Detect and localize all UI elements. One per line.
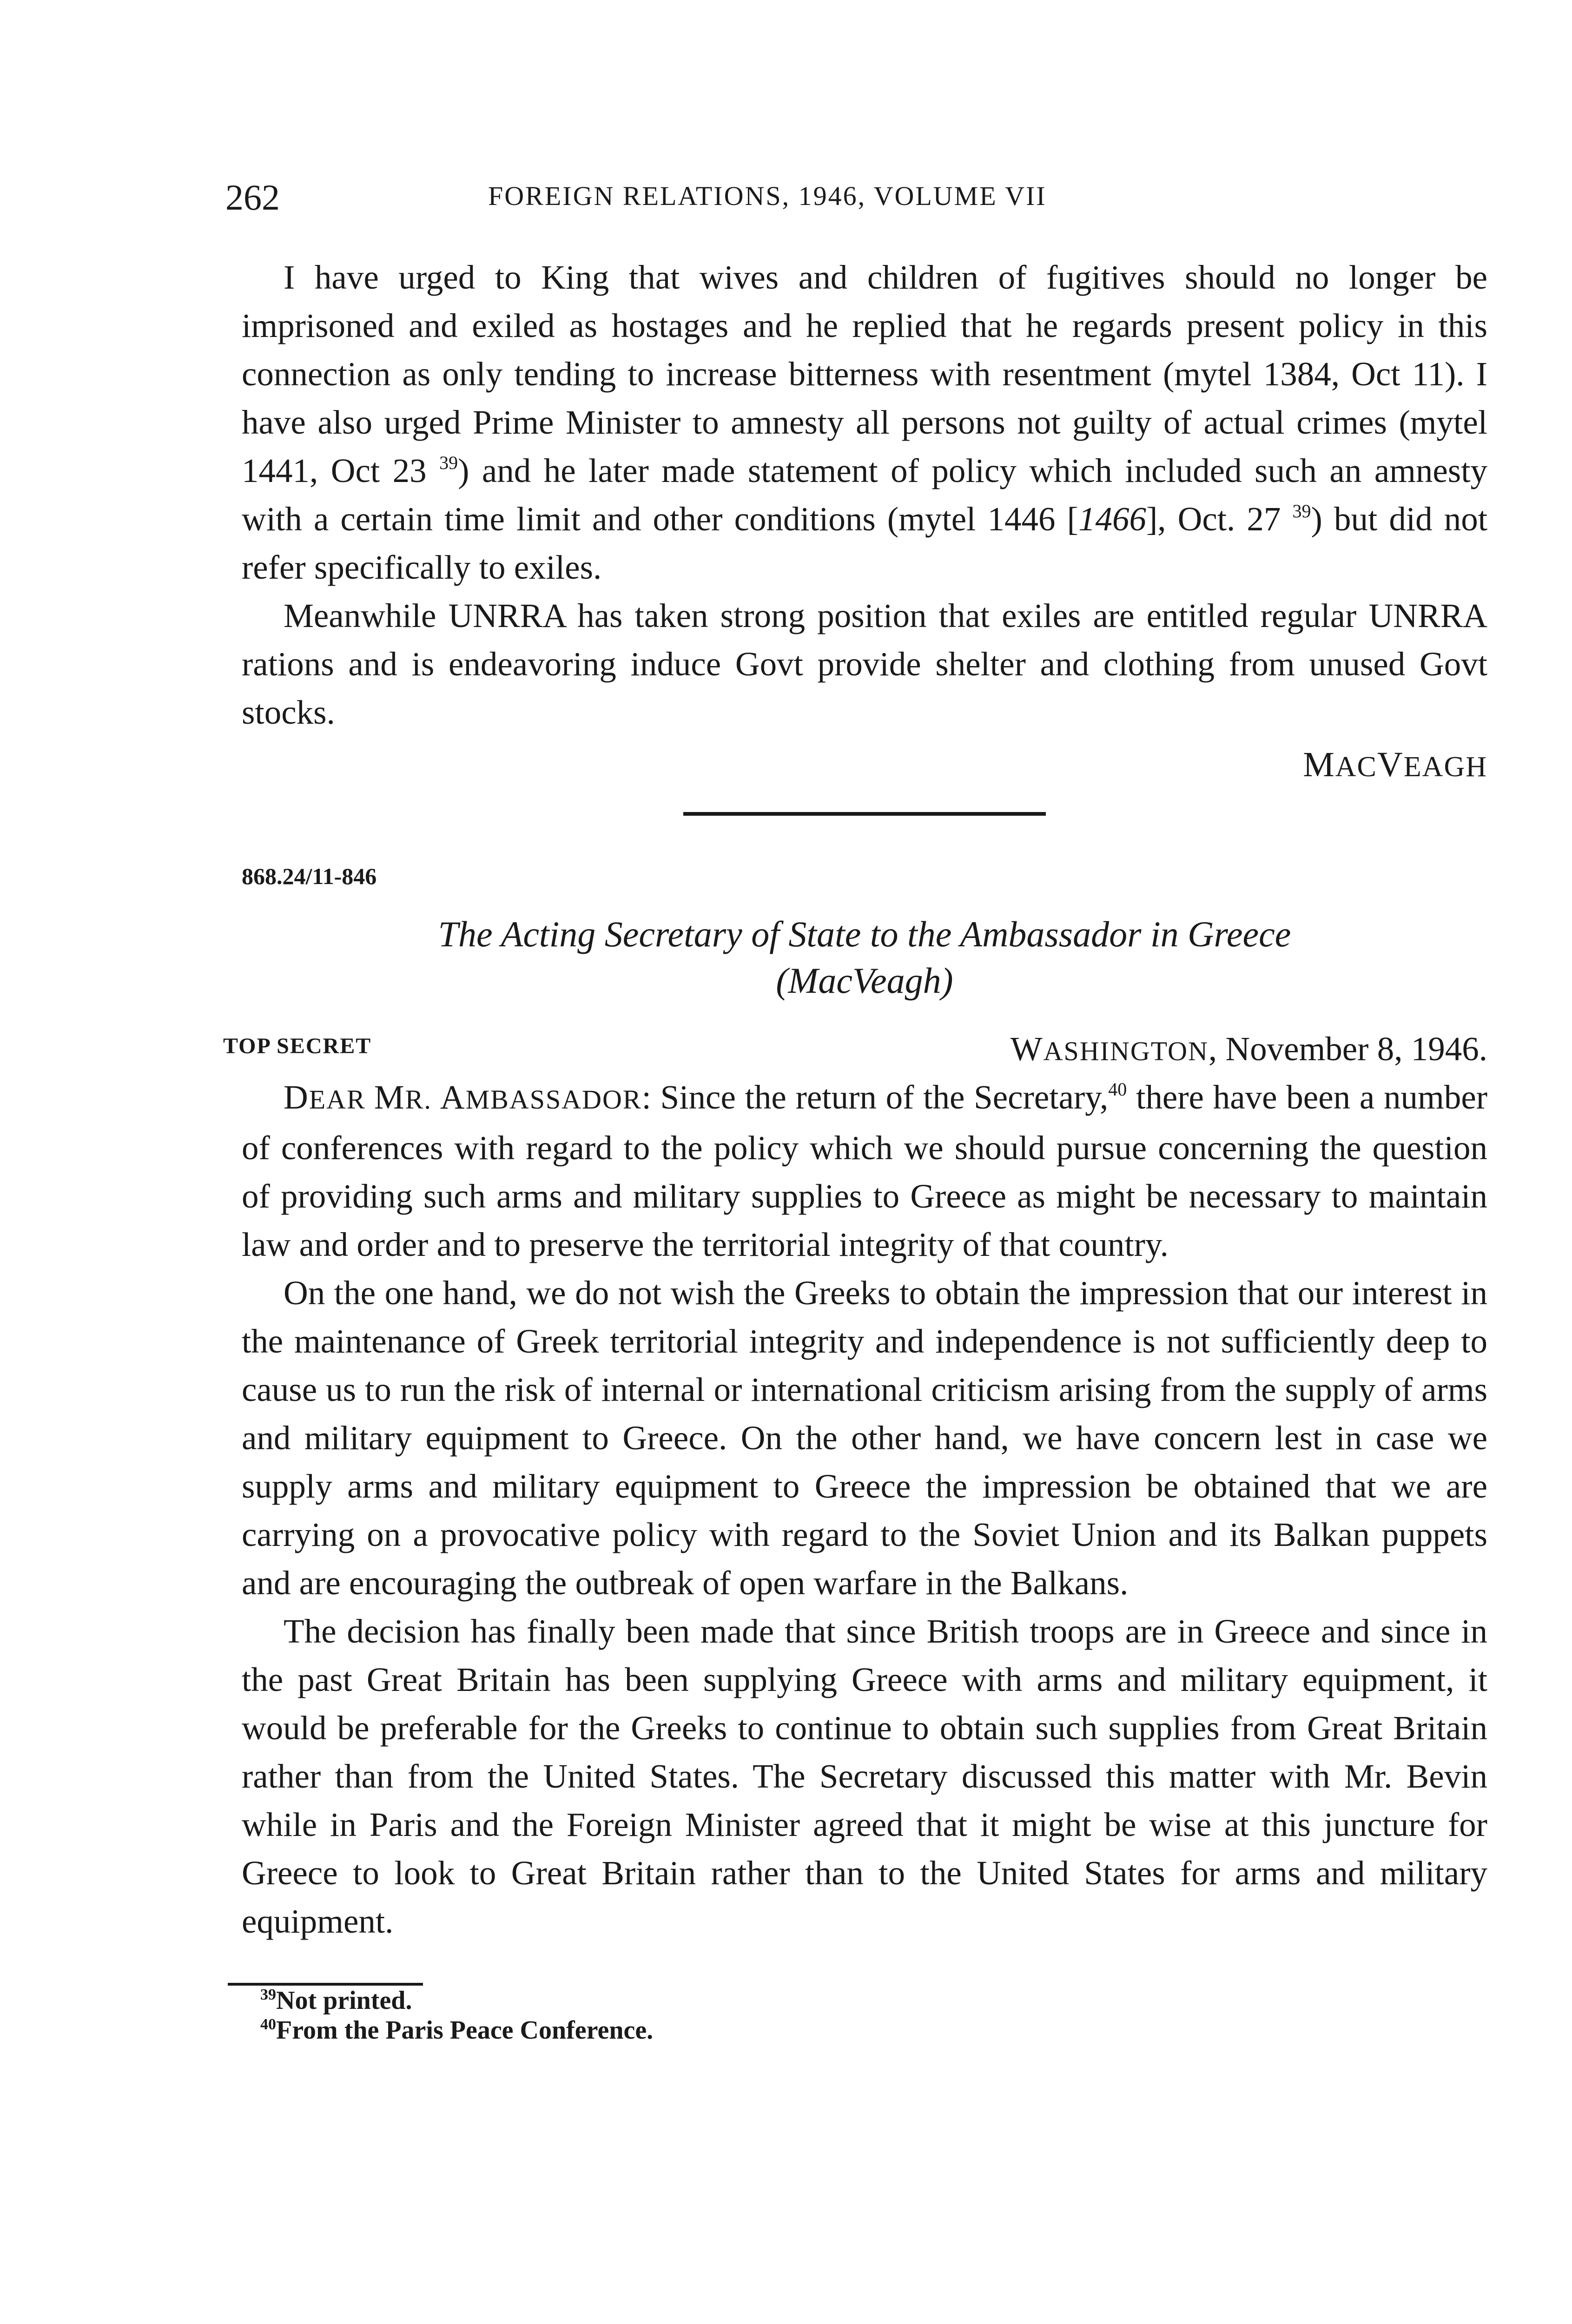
editorial-correction: 1466 [1078, 500, 1146, 538]
letter-paragraph-1: DEAR MR. AMBASSADOR: Since the return of the Secretary,$^{40}$ there have been a number of conferences with regard to the policy which we should pursue concerning the question of providing such arms and military supplies to Greece as might be necessary to maintain law and order and to preserve the territorial integrity of that country. [242, 1078, 1488, 1263]
letter-paragraph-2: On the one hand, we do not wish the Greeks to obtain the impression that our interest in the maintenance of Greek territorial integrity and independence is not sufficiently deep to cause us to run the risk of internal or international criticism arising from the supply of arms and military equipment to Greece. On the other hand, we have concern lest in case we supply arms and military equipment to Greece the impression be obtained that we are carrying on a provocative policy with regard to the Soviet Union and its Balkan puppets and are encouraging the outbreak of open warfare in the Balkans. [242, 1274, 1487, 1602]
footnote: $^{40}$From the Paris Peace Conference. [260, 2016, 654, 2045]
running-title: FOREIGN RELATIONS, 1946, VOLUME VII [488, 181, 1047, 211]
footnote: $^{39}$Not printed. [260, 1986, 412, 2015]
file-number: 868.24/11-846 [242, 863, 377, 889]
footnote-ref: 40 [1108, 1079, 1127, 1100]
dateline [223, 1025, 1487, 1073]
footnote-ref: 39 [439, 452, 458, 473]
running-head [225, 177, 1487, 223]
salutation: DEAR MR. AMBASSADOR [284, 1078, 642, 1116]
section-divider [683, 812, 1046, 816]
place-and-date: WASHINGTON, November 8, 1946. [1010, 1030, 1487, 1068]
page-number: 262 [225, 177, 280, 218]
page [223, 177, 1488, 2045]
continued-paragraph-2: Meanwhile UNRRA has taken strong position that exiles are entitled regular UNRRA rations and is endeavoring induce Govt provide shelter and clothing from unused Govt stocks. [242, 597, 1487, 731]
document-title: The Acting Secretary of State to the Ambassador in Greece (MacVeagh) [438, 914, 1291, 1001]
continued-paragraph-1: I have urged to King that wives and children of fugitives should no longer be imprisoned and exiled as hostages and he replied that he regards present policy in this connection as only tending to increase bitterness with resentment (mytel 1384, Oct 11). I have also urged Prime Minister to amnesty all persons not guilty of actual crimes (mytel 1441, Oct 23 $^{39}$) and he later made statement of policy which included such an amnesty with a certain time limit and other conditions (mytel 1446 [1466], Oct. 27 $^{39}$) but did not refer specifically to exiles. [242, 258, 1488, 586]
signature: MACVEAGH [1303, 745, 1487, 784]
classification-label: TOP SECRET [223, 1034, 372, 1058]
footnote-ref: 39 [1292, 501, 1311, 522]
letter-paragraph-3: The decision has finally been made that since British troops are in Greece and since in the past Great Britain has been supplying Greece with arms and military equipment, it would be preferable for the Greeks to continue to obtain such supplies from Great Britain rather than from the United States. The Secretary discussed this matter with Mr. Bevin while in Paris and the Foreign Minister agreed that it might be wise at this juncture for Greece to look to Great Britain rather than to the United States for arms and military equipment. [242, 1612, 1487, 1940]
